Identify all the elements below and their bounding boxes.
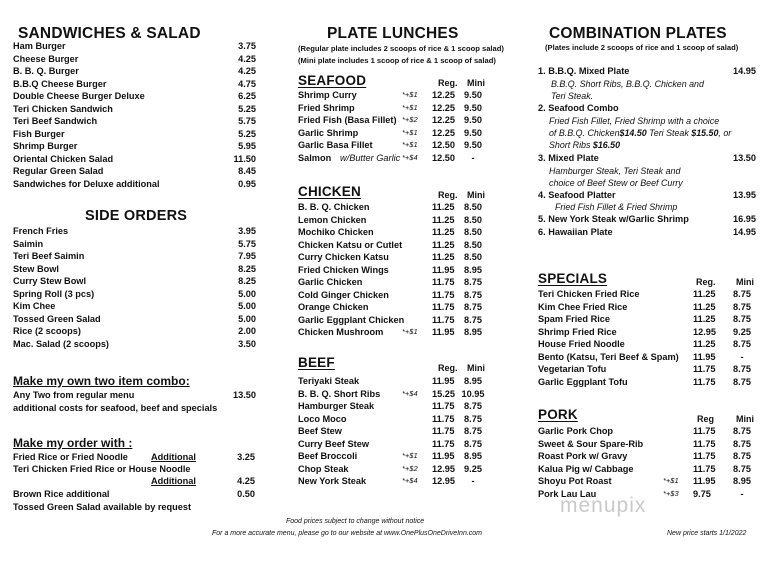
side_orders-item-name: French Fries xyxy=(13,226,69,236)
sandwiches-item-name: Cheese Burger xyxy=(13,53,79,64)
side_orders-item-name: Rice (2 scoops) xyxy=(13,326,81,336)
chicken-item-reg: 11.75 xyxy=(432,314,455,325)
beef-item-name: New York Steak xyxy=(298,476,367,486)
seafood-item-surcharge: *+$4 xyxy=(402,152,418,162)
sandwiches-item-name: B.B.Q Cheese Burger xyxy=(13,78,107,89)
pork-mini-header: Mini xyxy=(736,414,754,424)
seafood-item-surcharge: *+$1 xyxy=(402,127,418,137)
combo-4-price: 13.95 xyxy=(733,190,756,200)
pork-item-reg: 11.75 xyxy=(693,451,716,461)
chicken-item-reg: 11.95 xyxy=(432,264,455,275)
chicken-item-mini: 8.95 xyxy=(464,264,482,275)
specials-item-mini: 8.75 xyxy=(733,301,751,312)
pork-item-reg: 11.75 xyxy=(693,463,716,474)
pork-item-mini: 8.75 xyxy=(733,463,751,474)
chicken-item-name: Chicken Mushroom xyxy=(298,327,384,337)
pork-item-name: Roast Pork w/ Gravy xyxy=(538,451,628,461)
side_orders-item-name: Kim Chee xyxy=(13,301,56,311)
beef-item-mini: 8.95 xyxy=(464,451,482,461)
pork-item-reg: 11.75 xyxy=(693,438,716,449)
beef-item-mini: 10.95 xyxy=(461,388,485,399)
sandwiches-item-price: 11.50 xyxy=(233,153,256,164)
pork-item-mini: 8.75 xyxy=(733,451,751,461)
combo-3-desc1: Hamburger Steak, Teri Steak and xyxy=(549,166,681,176)
combo-6-price: 14.95 xyxy=(733,227,756,237)
chicken-item-reg: 11.75 xyxy=(432,302,455,312)
make-order-l3-price: 4.25 xyxy=(237,476,255,486)
sandwiches-item-name: Teri Beef Sandwich xyxy=(13,116,98,126)
sandwiches-item-price: 5.75 xyxy=(238,116,256,126)
pork-item-reg: 11.95 xyxy=(693,476,716,486)
pork-item-reg: 11.75 xyxy=(693,426,716,436)
specials-item-mini: 8.75 xyxy=(733,289,751,299)
specials-item-mini: - xyxy=(740,351,744,362)
beef-item-surcharge: *+$1 xyxy=(402,451,418,460)
beef-item-name: Teriyaki Steak xyxy=(298,376,360,386)
combo-1-desc1: B.B.Q. Short Ribs, B.B.Q. Chicken and xyxy=(551,79,704,89)
specials-item-mini: 8.75 xyxy=(733,364,751,374)
beef-mini-header: Mini xyxy=(467,363,485,373)
combo-2-desc1: Fried Fish Fillet, Fried Shrimp with a choice xyxy=(549,116,720,126)
chicken-item-mini: 8.75 xyxy=(464,289,482,300)
beef-item-reg: 11.95 xyxy=(432,376,455,386)
sandwiches-item-name: Double Cheese Burger Deluxe xyxy=(13,91,145,101)
make-order-l4-text: Brown Rice additional xyxy=(13,489,110,499)
seafood-item-name: Fried Fish (Basa Fillet) xyxy=(298,115,397,125)
chicken-item-name: Orange Chicken xyxy=(298,302,369,312)
sandwiches-item-name: Sandwiches for Deluxe additional xyxy=(13,178,160,189)
chicken-item-reg: 11.25 xyxy=(432,214,455,225)
chicken-item-mini: 8.95 xyxy=(464,327,482,337)
make-order-title: Make my order with : xyxy=(13,436,133,450)
specials-item-name: Kim Chee Fried Rice xyxy=(538,301,628,312)
pork-item-name: Pork Lau Lau xyxy=(538,488,597,499)
sandwiches-item-name: Fish Burger xyxy=(13,128,65,139)
make-order-l2-text: Teri Chicken Fried Rice or House Noodle xyxy=(13,464,191,474)
combo-1-desc2: Teri Steak. xyxy=(551,91,594,101)
sandwiches-item-name: Oriental Chicken Salad xyxy=(13,153,114,164)
sandwiches-item-name: Ham Burger xyxy=(13,41,66,51)
specials-item-mini: 8.75 xyxy=(733,376,751,387)
side_orders-item-name: Curry Stew Bowl xyxy=(13,276,87,286)
sandwiches-item-price: 4.25 xyxy=(238,53,256,64)
combo-2-desc3 xyxy=(549,141,620,150)
side_orders-item-name: Stew Bowl xyxy=(13,263,59,274)
chicken-item-name: Curry Chicken Katsu xyxy=(298,252,389,262)
specials-item-mini: 8.75 xyxy=(733,339,751,349)
pork-item-mini: 8.95 xyxy=(733,476,751,486)
beef-item-mini: 8.75 xyxy=(464,413,482,424)
side_orders-item-price: 3.95 xyxy=(238,226,256,236)
pork-reg-header: Reg xyxy=(697,414,715,424)
combo-2-desc2 xyxy=(549,129,731,138)
sandwiches-item-name: Teri Chicken Sandwich xyxy=(13,103,113,114)
beef-item-reg: 11.75 xyxy=(432,413,455,424)
specials-item-name: Teri Chicken Fried Rice xyxy=(538,289,640,299)
beef-reg-header: Reg. xyxy=(438,363,458,373)
side_orders-item-name: Mac. Salad (2 scoops) xyxy=(13,338,109,349)
beef-item-name: Hamburger Steak xyxy=(298,401,375,411)
combo-2-price-chicken: $14.50 xyxy=(619,128,647,138)
beef-item-mini: 9.25 xyxy=(464,463,482,474)
specials-item-name: Garlic Eggplant Tofu xyxy=(538,376,628,387)
chicken-mini-header: Mini xyxy=(467,190,485,200)
specials-item-reg: 11.75 xyxy=(693,364,716,374)
combo-2-price-teri: $15.50 xyxy=(691,128,719,138)
seafood-item-surcharge: *+$1 xyxy=(402,140,418,149)
combo-4-desc1: Fried Fish Fillet & Fried Shrimp xyxy=(555,202,678,212)
seafood-title: SEAFOOD xyxy=(298,73,367,88)
pork-title: PORK xyxy=(538,407,578,422)
beef-item-surcharge: *+$2 xyxy=(402,463,418,473)
combo-3-desc2: choice of Beef Stew or Beef Curry xyxy=(549,178,683,188)
combo-2-desc2a: of B.B.Q. Chicken xyxy=(549,128,620,138)
side_orders-item-price: 8.25 xyxy=(238,276,256,286)
footer-notice: Food prices subject to change without notice xyxy=(286,518,425,525)
seafood-item-reg: 12.25 xyxy=(432,127,455,138)
chicken-reg-header: Reg. xyxy=(438,190,458,200)
specials-item-reg: 11.75 xyxy=(693,376,716,387)
specials-item-name: House Fried Noodle xyxy=(538,339,625,349)
side_orders-item-price: 5.00 xyxy=(238,301,256,311)
combo-2-name: 2. Seafood Combo xyxy=(538,103,619,113)
chicken-item-name: Mochiko Chicken xyxy=(298,227,374,237)
pork-item-name: Garlic Pork Chop xyxy=(538,426,614,436)
combo-1-name: 1. B.B.Q. Mixed Plate xyxy=(538,66,630,76)
make-order-l1-price: 3.25 xyxy=(237,452,255,462)
combo-4-name: 4. Seafood Platter xyxy=(538,190,616,200)
footer-new-price: New price starts 1/1/2022 xyxy=(667,530,747,537)
beef-item-reg: 15.25 xyxy=(432,388,455,399)
seafood-item-mini: 9.50 xyxy=(464,127,482,138)
specials-item-reg: 11.25 xyxy=(693,301,716,312)
side_orders-item-price: 5.00 xyxy=(238,288,256,299)
combo-5-name: 5. New York Steak w/Garlic Shrimp xyxy=(538,214,689,224)
sandwiches-item-name: Regular Green Salad xyxy=(13,166,104,176)
seafood-item-note: w/Butter Garlic xyxy=(340,152,401,163)
make-order-l1-add: Additional xyxy=(151,452,196,462)
chicken-item-reg: 11.75 xyxy=(432,289,455,300)
chicken-item-name: Cold Ginger Chicken xyxy=(298,289,389,300)
chicken-item-name: B. B. Q. Chicken xyxy=(298,202,370,212)
chicken-item-reg: 11.25 xyxy=(432,227,455,237)
beef-item-name: Beef Stew xyxy=(298,426,342,436)
chicken-item-surcharge: *+$1 xyxy=(402,327,418,336)
side_orders-item-price: 2.00 xyxy=(238,326,256,336)
sandwiches-item-price: 3.75 xyxy=(238,41,256,51)
beef-item-name: B. B. Q. Short Ribs xyxy=(298,388,381,399)
seafood-item-reg: 12.25 xyxy=(432,90,455,100)
specials-item-mini: 8.75 xyxy=(733,314,751,324)
sandwiches-item-name: Shrimp Burger xyxy=(13,141,78,151)
pork-item-surcharge: *+$1 xyxy=(663,476,679,485)
make-order-l1-text: Fried Rice or Fried Noodle xyxy=(13,452,128,462)
beef-item-surcharge: *+$4 xyxy=(402,388,418,398)
side_orders-item-name: Tossed Green Salad xyxy=(13,313,101,324)
beef-item-reg: 11.75 xyxy=(432,401,455,411)
chicken-item-mini: 8.50 xyxy=(464,227,482,237)
seafood-item-mini: 9.50 xyxy=(464,102,482,113)
make-order-l3-add: Additional xyxy=(151,476,196,486)
chicken-item-mini: 8.75 xyxy=(464,302,482,312)
side_orders-item-price: 5.00 xyxy=(238,313,256,324)
pork-item-name: Sweet & Sour Spare-Rib xyxy=(538,438,644,449)
sandwiches-item-price: 5.95 xyxy=(238,141,256,151)
sandwiches-item-price: 4.25 xyxy=(238,66,256,76)
beef-item-mini: - xyxy=(471,476,475,486)
seafood-item-mini: 9.50 xyxy=(464,115,482,125)
side_orders-item-name: Spring Roll (3 pcs) xyxy=(13,288,95,299)
combo-2-price-ribs: $16.50 xyxy=(592,140,621,150)
combo-two-price: 13.50 xyxy=(233,390,256,400)
combo-5-price: 16.95 xyxy=(733,214,756,224)
specials-mini-header: Mini xyxy=(736,277,754,287)
combo-two-line2-text: additional costs for seafood, beef and specials xyxy=(13,403,218,413)
sandwiches-title: SANDWICHES & SALAD xyxy=(18,25,201,42)
pork-item-name: Shoyu Pot Roast xyxy=(538,476,612,486)
plate-note-mini: (Mini plate includes 1 scoop of rice & 1 scoop of salad) xyxy=(298,56,496,65)
combo-2-desc3a: Short Ribs xyxy=(549,140,593,150)
pork-item-reg: 9.75 xyxy=(693,488,711,499)
specials-item-name: Spam Fried Rice xyxy=(538,314,610,324)
beef-item-reg: 12.95 xyxy=(432,463,455,474)
combo-2-desc2b: Teri Steak xyxy=(646,128,692,138)
combo-3-name: 3. Mixed Plate xyxy=(538,153,599,163)
make-order-l4-price: 0.50 xyxy=(237,489,255,499)
side_orders-item-price: 8.25 xyxy=(238,263,256,274)
beef-item-name: Curry Beef Stew xyxy=(298,438,369,449)
sandwiches-item-price: 6.25 xyxy=(238,91,256,101)
seafood-reg-header: Reg. xyxy=(438,78,458,88)
chicken-item-name: Lemon Chicken xyxy=(298,214,367,225)
specials-item-name: Vegetarian Tofu xyxy=(538,364,607,374)
beef-title: BEEF xyxy=(298,355,335,370)
seafood-item-name: Garlic Shrimp xyxy=(298,127,359,138)
beef-item-mini: 8.75 xyxy=(464,438,482,449)
chicken-item-mini: 8.75 xyxy=(464,277,482,287)
chicken-item-name: Garlic Chicken xyxy=(298,277,363,287)
specials-title: SPECIALS xyxy=(538,271,608,286)
chicken-title: CHICKEN xyxy=(298,184,361,199)
seafood-item-surcharge: *+$1 xyxy=(402,90,418,99)
beef-item-reg: 12.95 xyxy=(432,476,455,486)
specials-item-reg: 11.25 xyxy=(693,289,716,299)
footer-website: For a more accurate menu, please go to our website at www.OnePlusOneDriveInn.com xyxy=(212,530,483,537)
specials-item-reg: 11.95 xyxy=(693,351,716,362)
beef-item-reg: 11.75 xyxy=(432,426,455,436)
chicken-item-mini: 8.50 xyxy=(464,252,482,262)
specials-item-mini: 9.25 xyxy=(733,326,751,337)
pork-item-mini: 8.75 xyxy=(733,438,751,449)
seafood-item-name: Fried Shrimp xyxy=(298,102,355,113)
specials-item-reg: 11.25 xyxy=(693,314,716,324)
pork-item-mini: 8.75 xyxy=(733,426,751,436)
seafood-item-reg: 12.25 xyxy=(432,102,455,113)
specials-item-name: Bento (Katsu, Teri Beef & Spam) xyxy=(538,351,679,362)
beef-item-mini: 8.95 xyxy=(464,376,482,386)
side_orders-item-price: 5.75 xyxy=(238,238,256,249)
beef-item-reg: 11.75 xyxy=(432,438,455,449)
seafood-item-mini: 9.50 xyxy=(464,90,482,100)
seafood-item-surcharge: *+$1 xyxy=(402,102,418,112)
chicken-item-reg: 11.25 xyxy=(432,252,455,262)
side_orders-item-name: Saimin xyxy=(13,238,44,249)
seafood-item-reg: 12.25 xyxy=(432,115,455,125)
specials-item-reg: 11.25 xyxy=(693,339,716,349)
chicken-item-reg: 11.25 xyxy=(432,202,455,212)
pork-item-surcharge: *+$3 xyxy=(663,488,679,498)
seafood-item-mini: - xyxy=(471,152,475,163)
chicken-item-name: Fried Chicken Wings xyxy=(298,264,389,275)
beef-item-name: Loco Moco xyxy=(298,413,347,424)
combo-3-price: 13.50 xyxy=(733,153,756,163)
seafood-mini-header: Mini xyxy=(467,78,485,88)
chicken-item-mini: 8.75 xyxy=(464,314,482,325)
beef-item-reg: 11.95 xyxy=(432,451,455,461)
beef-item-mini: 8.75 xyxy=(464,401,482,411)
chicken-item-reg: 11.95 xyxy=(432,327,455,337)
side-orders-title: SIDE ORDERS xyxy=(85,208,188,224)
beef-item-name: Beef Broccoli xyxy=(298,451,358,461)
beef-item-surcharge: *+$4 xyxy=(402,476,418,485)
pork-item-name: Kalua Pig w/ Cabbage xyxy=(538,463,634,474)
specials-item-reg: 12.95 xyxy=(693,326,716,337)
beef-item-mini: 8.75 xyxy=(464,426,482,436)
combo-two-line1-text: Any Two from regular menu xyxy=(13,390,135,400)
combo-6-name: 6. Hawaiian Plate xyxy=(538,227,613,237)
pork-item-mini: - xyxy=(740,488,744,499)
plate-note-regular: (Regular plate includes 2 scoops of rice & 1 scoop salad) xyxy=(298,44,504,53)
chicken-item-name: Garlic Eggplant Chicken xyxy=(298,314,405,325)
combo-1-price: 14.95 xyxy=(733,66,756,76)
seafood-item-name: Garlic Basa Fillet xyxy=(298,140,373,150)
side_orders-item-price: 7.95 xyxy=(238,251,256,261)
sandwiches-item-name: B. B. Q. Burger xyxy=(13,66,79,76)
chicken-item-mini: 8.50 xyxy=(464,239,482,250)
seafood-item-mini: 9.50 xyxy=(464,140,482,150)
chicken-item-reg: 11.75 xyxy=(432,277,455,287)
combination-note: (Plates include 2 scoops of rice and 1 scoop of salad) xyxy=(545,43,739,52)
beef-item-name: Chop Steak xyxy=(298,463,349,474)
sandwiches-item-price: 8.45 xyxy=(238,166,256,176)
chicken-item-reg: 11.25 xyxy=(432,239,455,250)
side_orders-item-price: 3.50 xyxy=(238,338,256,349)
plate-lunches-title: PLATE LUNCHES xyxy=(327,25,459,42)
specials-reg-header: Reg. xyxy=(696,277,716,287)
combo-two-title: Make my own two item combo: xyxy=(13,374,190,388)
chicken-item-mini: 8.50 xyxy=(464,202,482,212)
specials-item-name: Shrimp Fried Rice xyxy=(538,326,617,337)
combo-2-desc2c: , or xyxy=(718,128,732,138)
seafood-item-surcharge: *+$2 xyxy=(402,115,418,124)
seafood-item-name: Shrimp Curry xyxy=(298,90,357,100)
sandwiches-item-price: 4.75 xyxy=(238,78,256,89)
side_orders-item-name: Teri Beef Saimin xyxy=(13,251,85,261)
sandwiches-item-price: 5.25 xyxy=(238,103,256,114)
watermark-logo: menupix xyxy=(560,494,647,517)
combination-title: COMBINATION PLATES xyxy=(549,25,727,42)
make-order-l5-text: Tossed Green Salad available by request xyxy=(13,502,192,512)
seafood-item-reg: 12.50 xyxy=(432,140,455,150)
seafood-item-reg: 12.50 xyxy=(432,152,455,163)
seafood-item-name: Salmon xyxy=(298,152,332,163)
chicken-item-name: Chicken Katsu or Cutlet xyxy=(298,239,403,250)
chicken-item-mini: 8.50 xyxy=(464,214,482,225)
sandwiches-item-price: 5.25 xyxy=(238,128,256,139)
sandwiches-item-price: 0.95 xyxy=(238,178,256,189)
